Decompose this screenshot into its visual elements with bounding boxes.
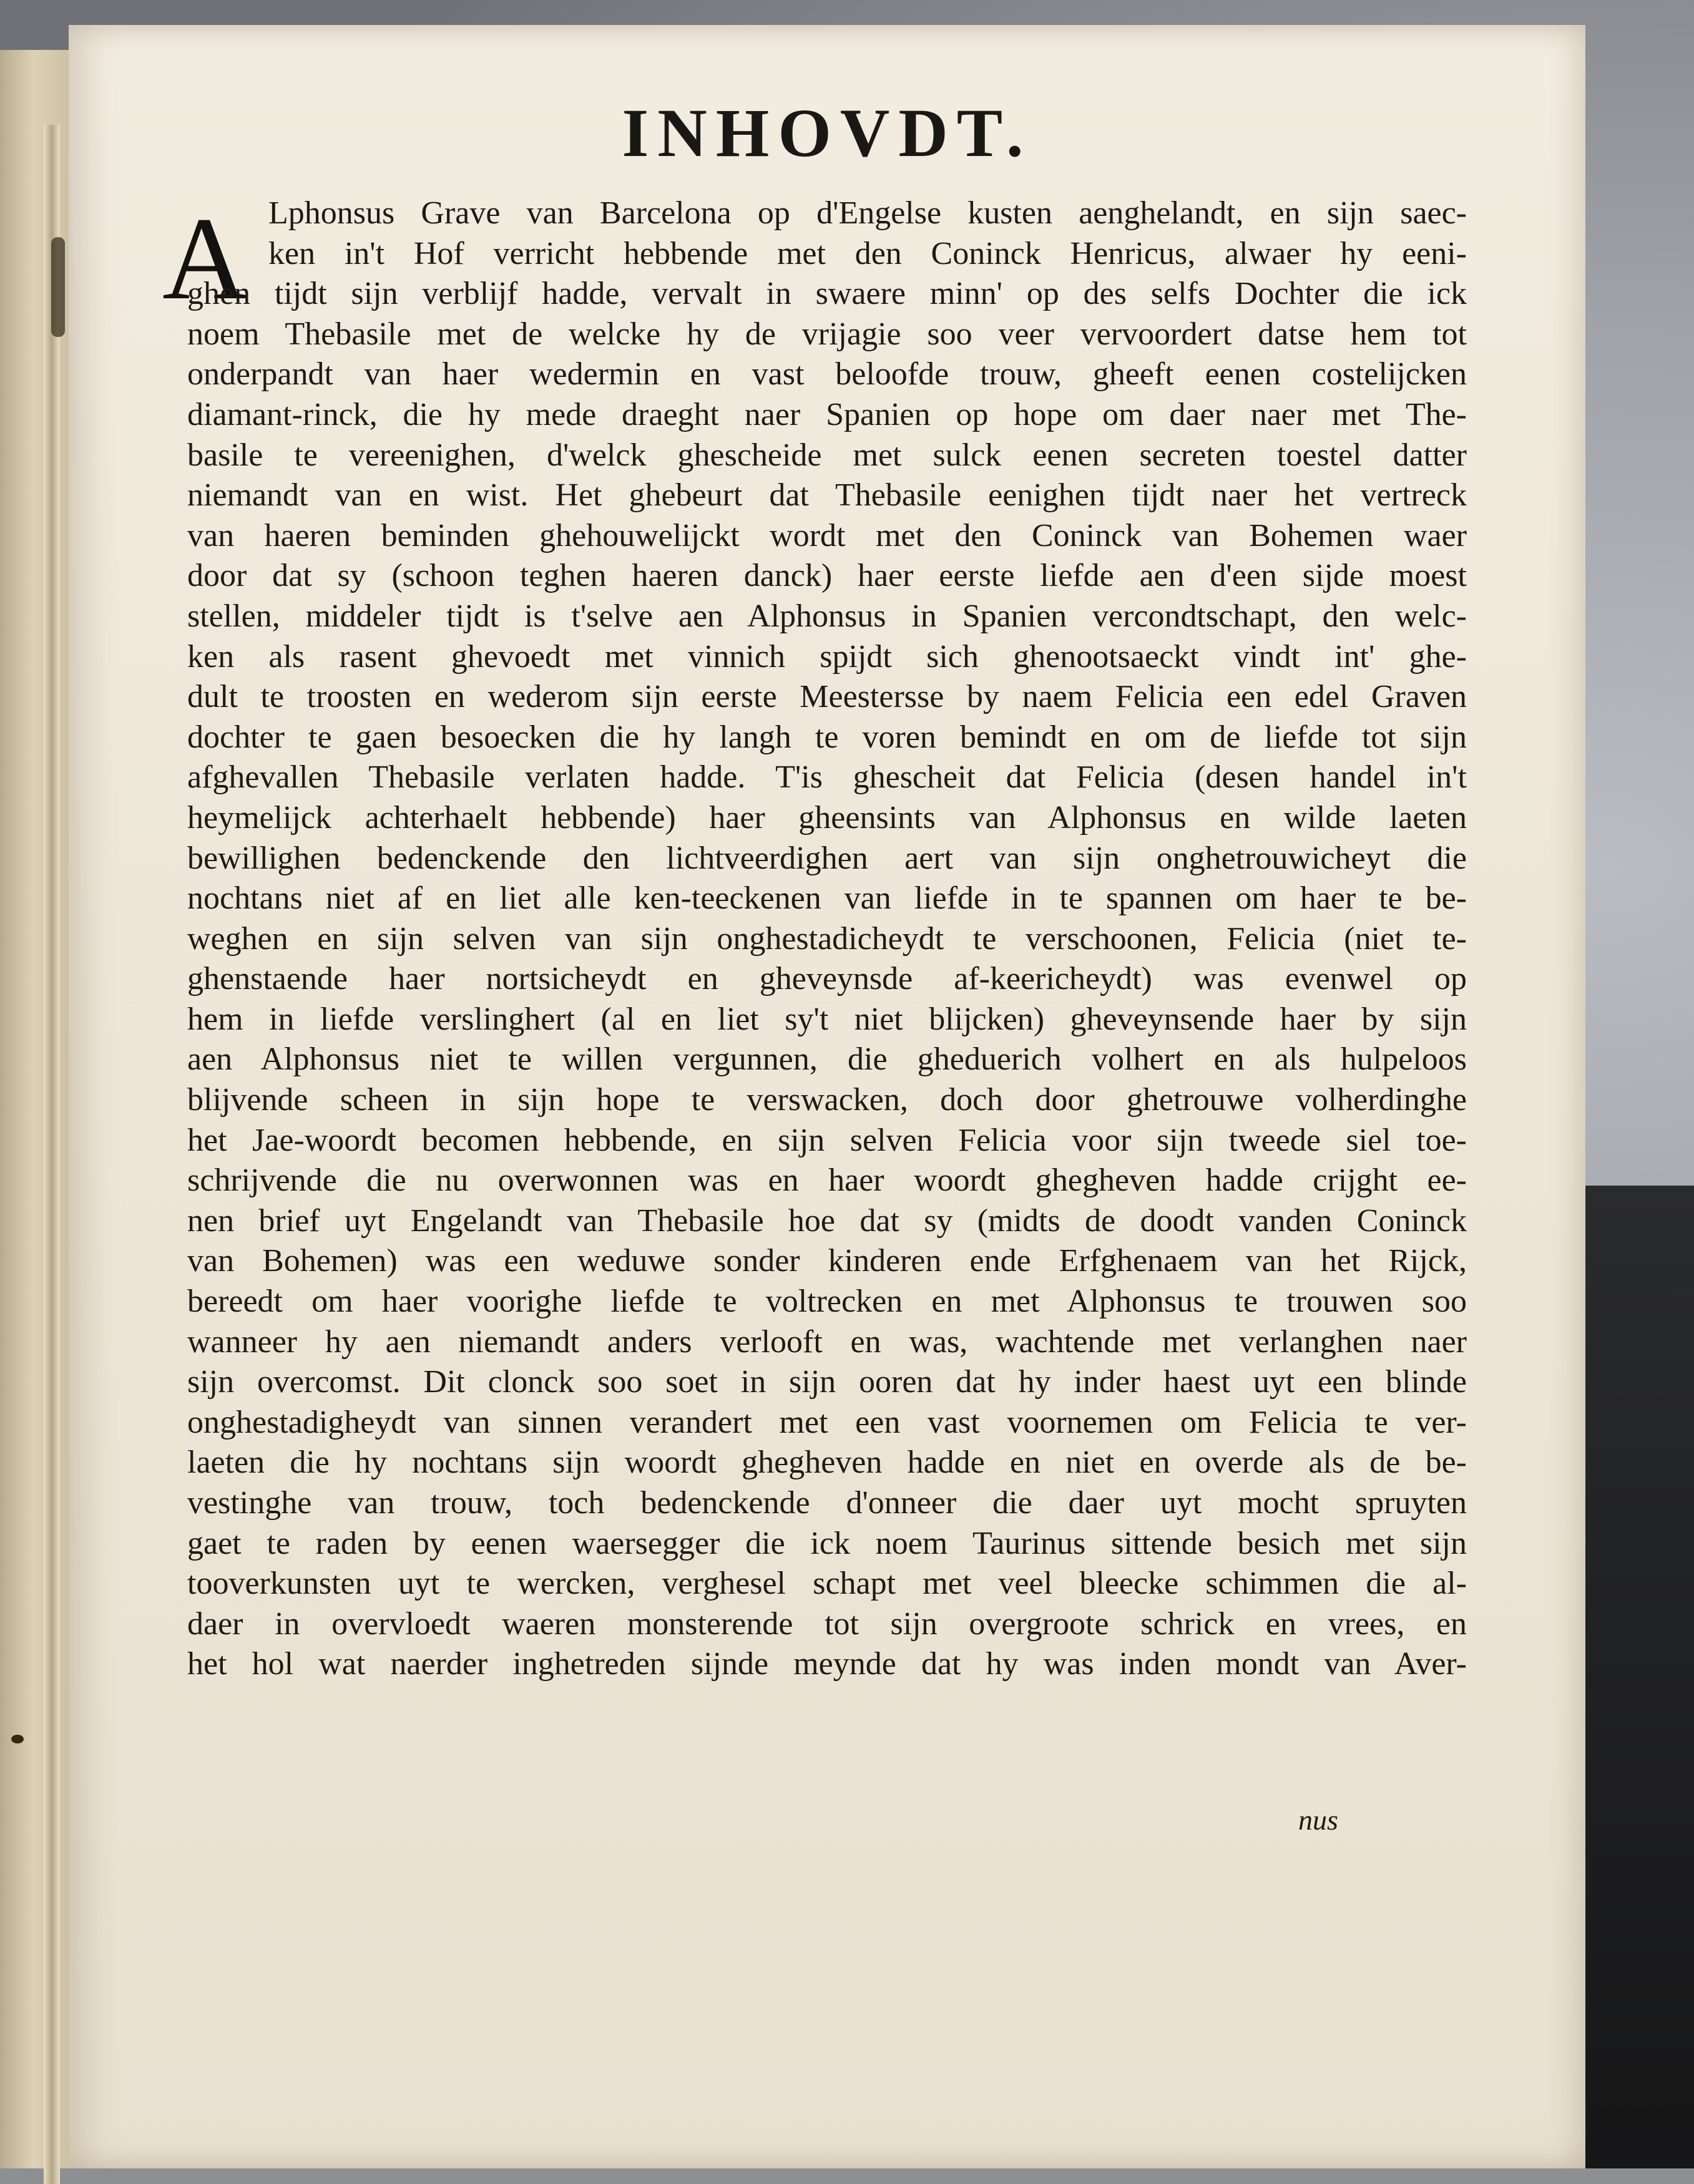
text-line: Lphonsus Grave van Barcelona op d'Engelse kusten aenghelandt, en sijn saec- [268,195,1467,231]
text-line: door dat sy (schoon teghen haeren danck) haer eerste liefde aen d'een sijde moest [187,558,1467,594]
text-line: nen brief uyt Engelandt van Thebasile hoe dat sy (midts de doodt vanden Coninck [187,1202,1467,1239]
text-line: het Jae-woordt becomen hebbende, en sijn selven Felicia voor sijn tweede siel toe- [187,1122,1467,1158]
text-line: ghen tijdt sijn verblijf hadde, vervalt in swaere minn' op des selfs Dochter die ick [187,276,1467,312]
text-line: aen Alphonsus niet te willen vergunnen, die gheduerich volhert en als hulpeloos [187,1041,1467,1078]
text-line: gaet te raden by eenen waersegger die ick noem Taurinus sittende besich met sijn [187,1525,1467,1561]
text-line: sijn overcomst. Dit clonck soo soet in sijn ooren dat hy inder haest uyt een blinde [187,1364,1467,1400]
text-line: stellen, middeler tijdt is t'selve aen Alphonsus in Spanien vercondtschapt, den welc- [187,598,1467,634]
text-line: bewillighen bedenckende den lichtveerdighen aert van sijn onghetrouwicheyt die [187,840,1467,876]
text-line: tooverkunsten uyt te wercken, verghesel schapt met veel bleecke schimmen die al- [187,1566,1467,1602]
text-line: vestinghe van trouw, toch bedenckende d'onneer die daer uyt mocht spruyten [187,1485,1467,1521]
text-line: diamant-rinck, die hy mede draeght naer Spanien op hope om daer naer met The- [187,396,1467,432]
ink-stain [51,237,65,337]
text-line: ken in't Hof verricht hebbende met den Coninck Henricus, alwaer hy eeni- [268,235,1467,271]
catchword: nus [1298,1804,1338,1836]
text-line: schrijvende die nu overwonnen was en haer woordt ghegheven hadde crijght ee- [187,1163,1467,1199]
text-line: van Bohemen) was een weduwe sonder kinderen ende Erfghenaem van het Rijck, [187,1243,1467,1279]
text-line: het hol wat naerder inghetreden sijnde meynde dat hy was inden mondt van Aver- [187,1646,1467,1682]
text-line: niemandt van en wist. Het ghebeurt dat Thebasile eenighen tijdt naer het vertreck [187,477,1467,514]
text-line: daer in overvloedt waeren monsterende tot sijn overgroote schrick en vrees, en [187,1606,1467,1642]
text-line: basile te vereenighen, d'welck ghescheide met sulck eenen secreten toestel datter [187,437,1467,473]
text-line: noem Thebasile met de welcke hy de vrijagie soo veer vervoordert datse hem tot [187,316,1467,352]
body-text [187,193,1467,1685]
text-line: van haeren beminden ghehouwelijckt wordt met den Coninck van Bohemen waer [187,517,1467,553]
worm-hole [11,1735,24,1743]
text-line: nochtans niet af en liet alle ken-teeckenen van liefde in te spannen om haer te be- [187,880,1467,917]
text-line: dult te troosten en wederom sijn eerste Meestersse by naem Felicia een edel Graven [187,679,1467,715]
text-line: heymelijck achterhaelt hebbende) haer gheensints van Alphonsus en wilde laeten [187,799,1467,836]
spine-fold [44,125,60,2184]
drop-cap: A [162,193,248,324]
text-line: dochter te gaen besoecken die hy langh te voren bemindt en om de liefde tot sijn [187,719,1467,755]
text-line: ghenstaende haer nortsicheydt en gheveynsde af-keericheydt) was evenwel op [187,961,1467,997]
text-line: laeten die hy nochtans sijn woordt ghegheven hadde en niet en overde als de be- [187,1445,1467,1481]
text-line: afghevallen Thebasile verlaten hadde. T'is ghescheit dat Felicia (desen handel in't [187,759,1467,796]
text-line: onderpandt van haer wedermin en vast beloofde trouw, gheeft eenen costelijcken [187,356,1467,392]
book-page [69,25,1585,2168]
text-line: wanneer hy aen niemandt anders verlooft en was, wachtende met verlanghen naer [187,1324,1467,1360]
text-line: hem in liefde verslinghert (al en liet sy't niet blijcken) gheveynsende haer by sijn [187,1001,1467,1037]
book-spine [0,50,76,2168]
text-line: ken als rasent ghevoedt met vinnich spijdt sich ghenootsaeckt vindt int' ghe- [187,638,1467,675]
text-line: onghestadigheydt van sinnen verandert met een vast voornemen om Felicia te ver- [187,1404,1467,1440]
text-line: blijvende scheen in sijn hope te verswacken, doch door ghetrouwe volherdinghe [187,1082,1467,1118]
text-line: bereedt om haer voorighe liefde te voltrecken en met Alphonsus te trouwen soo [187,1284,1467,1320]
page-title: INHOVDT. [622,95,1032,171]
text-line: weghen en sijn selven van sijn onghestadicheydt te verschoonen, Felicia (niet te- [187,920,1467,957]
